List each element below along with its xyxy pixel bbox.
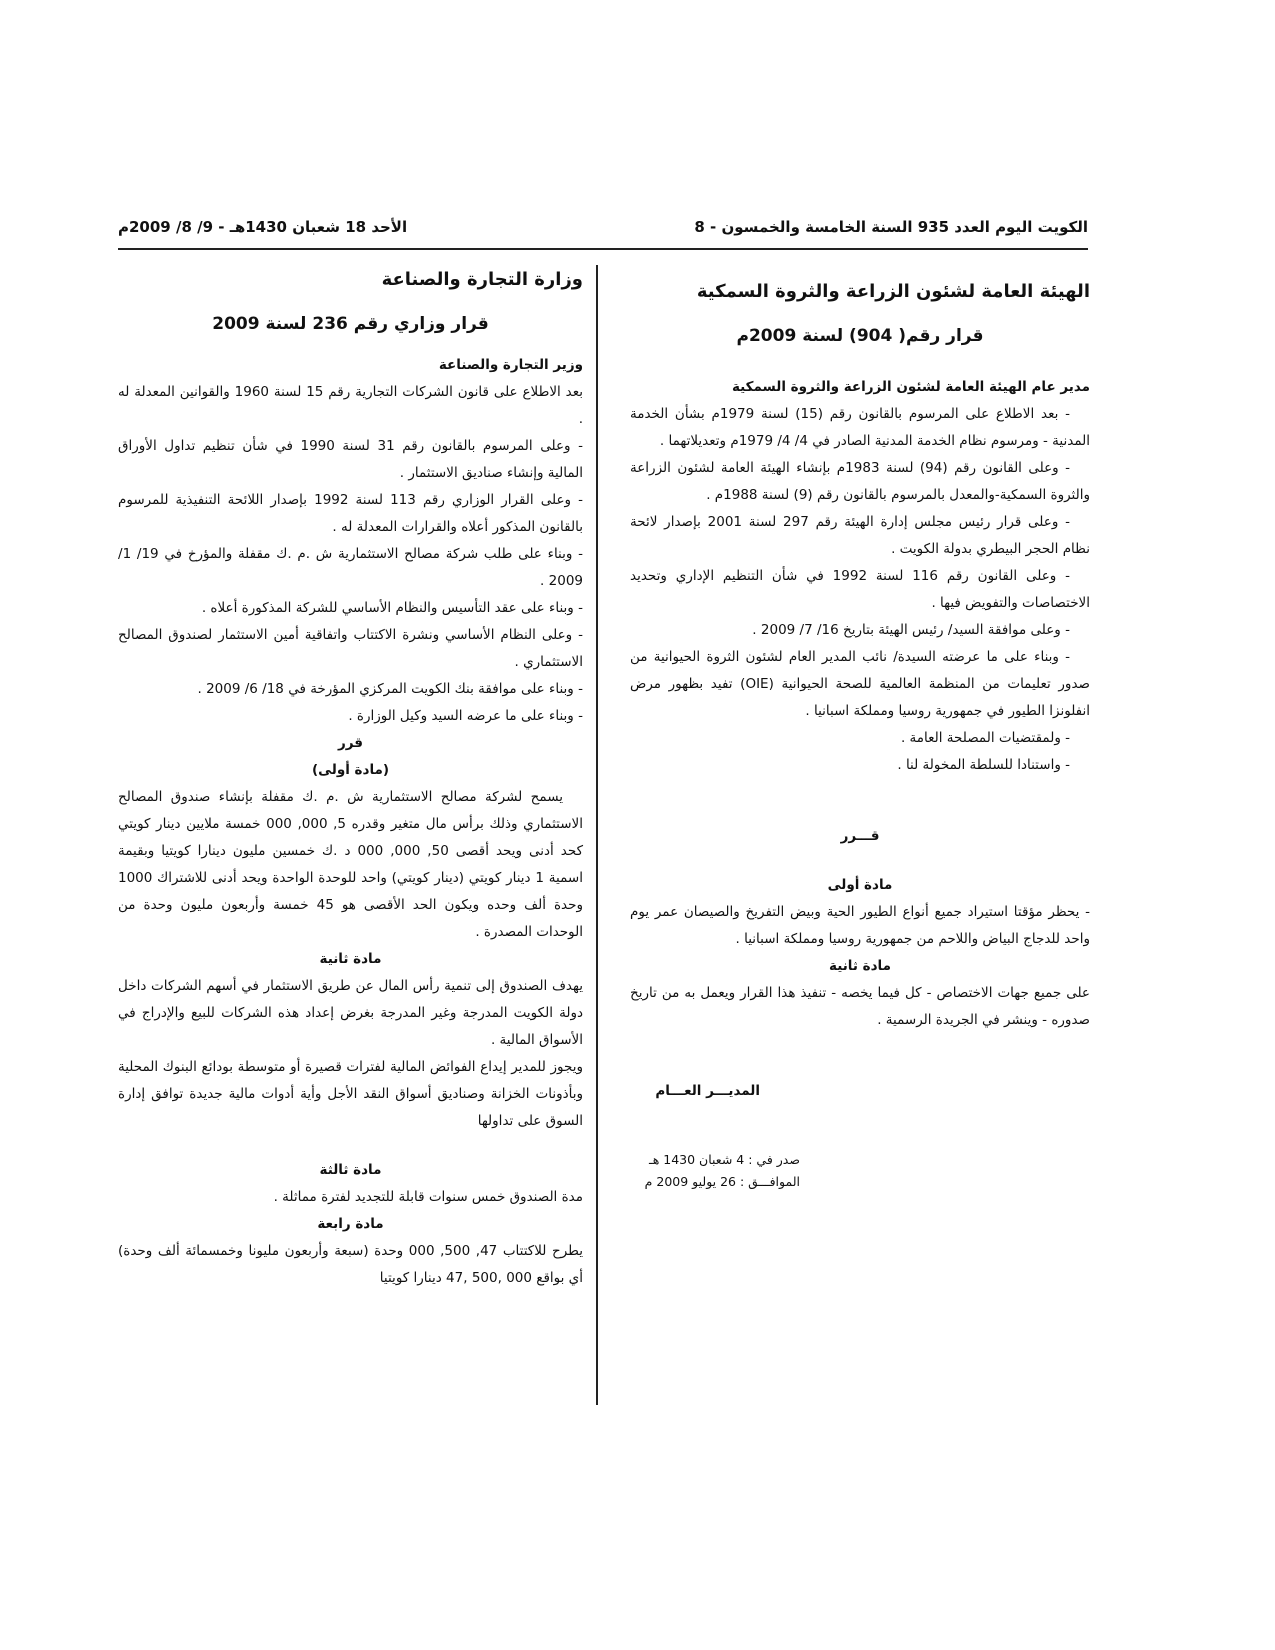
- issuer-line: وزير التجارة والصناعة: [438, 357, 583, 373]
- recital: - وعلى النظام الأساسي ونشرة الاكتتاب واتفاقية أمين الاستثمار لصندوق المصالح الاستثماري .: [118, 627, 583, 670]
- recital: - وعلى المرسوم بالقانون رقم 31 لسنة 1990 في شأن تنظيم تداول الأوراق المالية وإنشاء صناديق الاستثمار .: [118, 438, 583, 481]
- decree-title: قرار وزاري رقم 236 لسنة 2009: [212, 314, 489, 334]
- article-4-text: يطرح للاكتتاب 47, 500, 000 وحدة (سبعة وأربعون مليونا وخمسمائة ألف وحدة) أي بواقع 000 ,500 ,47 دينارا كويتيا: [118, 1243, 583, 1286]
- ministry-heading: وزارة التجارة والصناعة: [381, 269, 583, 290]
- issue-date-gregorian: الموافـــق : 26 يوليو 2009 م: [644, 1174, 800, 1189]
- decided-heading: قرر: [337, 735, 363, 751]
- article-3-heading: مادة ثالثة: [319, 1162, 382, 1178]
- recital: بعد الاطلاع على قانون الشركات التجارية رقم 15 لسنة 1960 والقوانين المعدلة له .: [118, 384, 584, 427]
- signature: المديـــر العـــام: [655, 1083, 760, 1099]
- recital: - وعلى القانون رقم (94) لسنة 1983م بإنشاء الهيئة العامة لشئون الزراعة والثروة السمكية-والمعدل بالمرسوم بالقانون رقم (9) لسنة 1988م .: [630, 460, 1090, 503]
- article-2-text: ويجوز للمدير إيداع الفوائض المالية لفترات قصيرة أو متوسطة بودائع البنوك المحلية وبأذونات الخزانة وصناديق أسواق النقد الأجل وأية أدوات مالية جديدة توافق إدارة السوق على تداولها: [118, 1059, 583, 1129]
- article-3-text: مدة الصندوق خمس سنوات قابلة للتجديد لفترة مماثلة .: [273, 1189, 583, 1205]
- header-rule: [118, 248, 1088, 250]
- header-issue-info: الكويت اليوم العدد 935 السنة الخامسة والخمسون - 8: [694, 218, 1088, 236]
- article-2-text: على جميع جهات الاختصاص - كل فيما يخصه - تنفيذ هذا القرار ويعمل به من تاريخ صدوره - وينشر في الجريدة الرسمية .: [630, 985, 1090, 1028]
- decree-title: قرار رقم( 904) لسنة 2009م: [736, 326, 984, 346]
- page-header: [118, 218, 1088, 246]
- article-1-text: - يحظر مؤقتا استيراد جميع أنواع الطيور الحية وبيض التفريخ والصيصان عمر يوم واحد للدجاج البياض واللاحم من جمهورية روسيا ومملكة اسبانيا .: [630, 904, 1090, 947]
- left-column: [118, 266, 583, 1292]
- recital: - وبناء على طلب شركة مصالح الاستثمارية ش .م .ك مقفلة والمؤرخ في 19/ 1/ 2009 .: [118, 546, 584, 589]
- recital: - وعلى موافقة السيد/ رئيس الهيئة بتاريخ 16/ 7/ 2009 .: [752, 622, 1070, 638]
- article-1-heading: مادة أولى: [827, 877, 893, 893]
- article-4-heading: مادة رابعة: [317, 1216, 384, 1232]
- article-2-text: يهدف الصندوق إلى تنمية رأس المال عن طريق الاستثمار في أسهم الشركات داخل دولة الكويت المدرجة وغير المدرجة بغرض إعداد هذه الشركات للبيع والإدراج في الأسواق المالية .: [118, 978, 583, 1048]
- authority-heading: الهيئة العامة لشئون الزراعة والثروة السمكية: [696, 281, 1090, 302]
- recital: - بعد الاطلاع على المرسوم بالقانون رقم (15) لسنة 1979م بشأن الخدمة المدنية - ومرسوم نظام الخدمة المدنية الصادر في 4/ 4/ 1979م وتعديلاتهما .: [630, 406, 1090, 449]
- recital: - وعلى القانون رقم 116 لسنة 1992 في شأن التنظيم الإداري وتحديد الاختصاصات والتفويض فيها .: [630, 568, 1090, 611]
- article-2-heading: مادة ثانية: [319, 951, 382, 967]
- recital: - وبناء على موافقة بنك الكويت المركزي المؤرخة في 18/ 6/ 2009 .: [197, 681, 583, 697]
- article-1-heading: (مادة أولى): [311, 762, 390, 778]
- right-column: [630, 278, 1090, 1193]
- issue-date-hijri: صدر في : 4 شعبان 1430 هـ: [649, 1152, 800, 1167]
- column-divider: [596, 265, 598, 1405]
- recital: - وعلى قرار رئيس مجلس إدارة الهيئة رقم 297 لسنة 2001 بإصدار لائحة نظام الحجر البيطري بدولة الكويت .: [630, 514, 1090, 557]
- recital: - واستنادا للسلطة المخولة لنا .: [897, 757, 1070, 773]
- recital: - وعلى القرار الوزاري رقم 113 لسنة 1992 بإصدار اللائحة التنفيذية للمرسوم بالقانون المذكور أعلاه والقرارات المعدلة له .: [118, 492, 583, 535]
- issuer-line: مدير عام الهيئة العامة لشئون الزراعة والثروة السمكية: [731, 379, 1090, 395]
- recital: - وبناء على عقد التأسيس والنظام الأساسي للشركة المذكورة أعلاه .: [201, 600, 583, 616]
- decided-heading: قـــرر: [840, 828, 880, 844]
- recital: - وبناء على ما عرضه السيد وكيل الوزارة .: [348, 708, 583, 724]
- header-date: الأحد 18 شعبان 1430هـ - 9/ 8/ 2009م: [118, 218, 408, 236]
- article-1-text: يسمح لشركة مصالح الاستثمارية ش .م .ك مقفلة بإنشاء صندوق المصالح الاستثماري وذلك برأس مال متغير وقدره 5, 000, 000 خمسة ملايين دينار كويتي كحد أدنى ويحد أقصى 50, 000, 000 د .ك خمسين مليون دينارا كويتيا وبقيمة اسمية 1 دينار كويتي (دينار كويتي) واحد للوحدة الواحدة ويحد أدنى للاشتراك 1000 وحدة ألف وحده ويكون الحد الأقصى هو 45 خمسة وأربعون مليون وحدة من الوحدات المصدرة .: [118, 789, 584, 940]
- recital: - ولمقتضيات المصلحة العامة .: [900, 730, 1070, 746]
- article-2-heading: مادة ثانية: [829, 958, 891, 974]
- recital: - وبناء على ما عرضته السيدة/ نائب المدير العام لشئون الثروة الحيوانية من صدور تعليمات من المنظمة العالمية للصحة الحيوانية (OIE) تفيد بظهور مرض انفلونزا الطيور في جمهورية روسيا ومملكة اسبانيا .: [630, 649, 1091, 719]
